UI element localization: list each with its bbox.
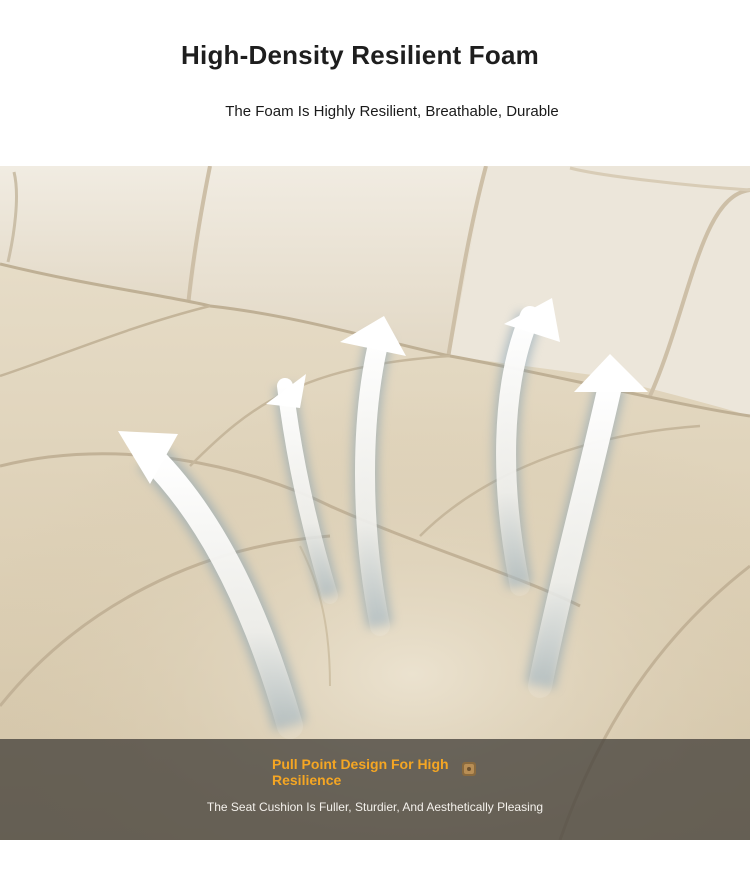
cushion-badge-icon <box>459 758 479 780</box>
page-subtitle: The Foam Is Highly Resilient, Breathable, Durable <box>225 103 559 120</box>
caption-text: The Seat Cushion Is Fuller, Sturdier, And Aesthetically Pleasing <box>206 800 544 814</box>
page-title: High-Density Resilient Foam <box>181 40 539 70</box>
caption-band <box>0 739 750 840</box>
page-header <box>0 0 750 166</box>
caption-title: Pull Point Design For High Resilience <box>272 756 449 788</box>
page-footer <box>0 840 750 876</box>
